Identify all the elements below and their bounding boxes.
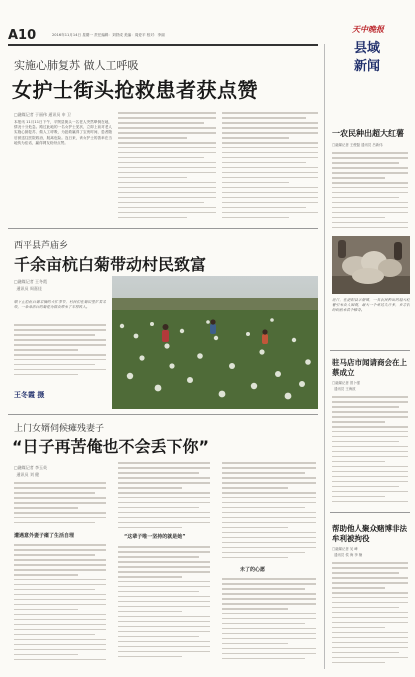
article2-body: [14, 324, 106, 382]
article3-column-2b: [118, 546, 210, 664]
sweet-potato-image: [332, 236, 410, 294]
section-title: [354, 40, 404, 76]
article1-kicker: 实施心肺复苏 做人工呼吸: [14, 59, 139, 72]
article3-column-1b: [14, 544, 106, 664]
article2-headline: 千余亩杭白菊带动村民致富: [14, 255, 207, 274]
article6-byline: □融媒记者 吴 峰 通讯员 侯 海 李 楠: [332, 547, 363, 557]
divider-2: [8, 414, 318, 415]
chrysanthemum-field-image: [112, 276, 318, 409]
article2-caption: 眼下正值杭白菊采摘的大忙季节，村民们在菊田里忙着采收，一朵朵洁白的菊花为群众带来了丰厚收入。: [14, 300, 106, 310]
article3-subhead-2: “这辈子唯一坚持的就是她”: [124, 534, 186, 540]
article6-body: [332, 562, 408, 666]
article3-column-3: [222, 462, 316, 562]
sweet-potato-photo: [332, 236, 410, 294]
paper-logo: 天中晚报: [352, 24, 384, 34]
section-title-line-1: 县域: [354, 41, 381, 56]
article5-body: [332, 396, 408, 506]
article2-byline: □融媒记者 王冬霞 通讯员 周嘉佳: [14, 279, 48, 291]
article3-column-2: [118, 462, 210, 530]
article6-headline: 帮助他人聚众赌博非法牟利被拘役: [332, 524, 407, 543]
article4-body: [332, 152, 408, 234]
right-divider-2: [330, 512, 410, 513]
chrysanthemum-field-photo: [112, 276, 318, 409]
divider-1: [8, 228, 318, 229]
article3-subhead-3: 未了的心愿: [240, 567, 266, 573]
right-divider-1: [330, 350, 410, 351]
article2-photo-credit: 王冬霞 摄: [14, 390, 45, 399]
article5-headline: 驻马店市闻请商会在上蔡成立: [332, 358, 407, 377]
article3-headline: “日子再苦俺也不会丢下你”: [12, 437, 210, 456]
article1-byline: □融媒记者 于丽伟 通讯员 申 卫: [14, 112, 71, 117]
date-line: 2016年11月14日 星期一 责任编辑：刘铁成 美编：周爱平 校对：李丽: [52, 33, 165, 37]
article4-caption: 近日，在泌阳县羊册镇，一名农民种出的超大红薯引来众人围观，最大一个重达九斤多，乡亲们纷纷前来看个稀奇。: [332, 298, 410, 313]
article1-column-3: [222, 112, 318, 222]
article3-column-1: [14, 482, 106, 530]
article2-kicker: 西平县芦庙乡: [14, 241, 69, 251]
article4-headline: 一农民种出超大红薯: [332, 129, 404, 138]
right-column-rule: [324, 44, 325, 669]
article3-column-3b: [222, 578, 316, 664]
article5-byline: □融媒记者 曾卜强 通讯员 王海波: [332, 381, 361, 391]
article1-column-2: [118, 112, 216, 222]
article1-headline: 女护士街头抢救患者获点赞: [12, 78, 258, 102]
header-rule: [8, 44, 318, 46]
article4-byline: □融媒记者 王俊磊 通讯员 吕新伟: [332, 143, 383, 147]
article3-kicker: 上门女婿伺候瘫残妻子: [14, 424, 105, 434]
page-number: A10: [8, 28, 37, 43]
article3-byline: □融媒记者 李玉英 通讯员 刘 健: [14, 465, 48, 477]
section-title-line-2: 新闻: [354, 59, 381, 74]
article1-body: 本报讯 11月11日下午，平舆县街头一名老人突然晕倒在地，情况十分危急。路过此地的一名女护士见状，立即上前对老人实施心肺复苏、做人工呼吸，为抢救赢得了宝贵时间，患者随后被送往医院救治，脱离危险。连日来，该女护士的善举在当地传为佳话，赢得网友纷纷点赞。: [14, 120, 112, 145]
article3-subhead-1: 遭遇意外妻子瘫了生活自理: [14, 533, 75, 539]
